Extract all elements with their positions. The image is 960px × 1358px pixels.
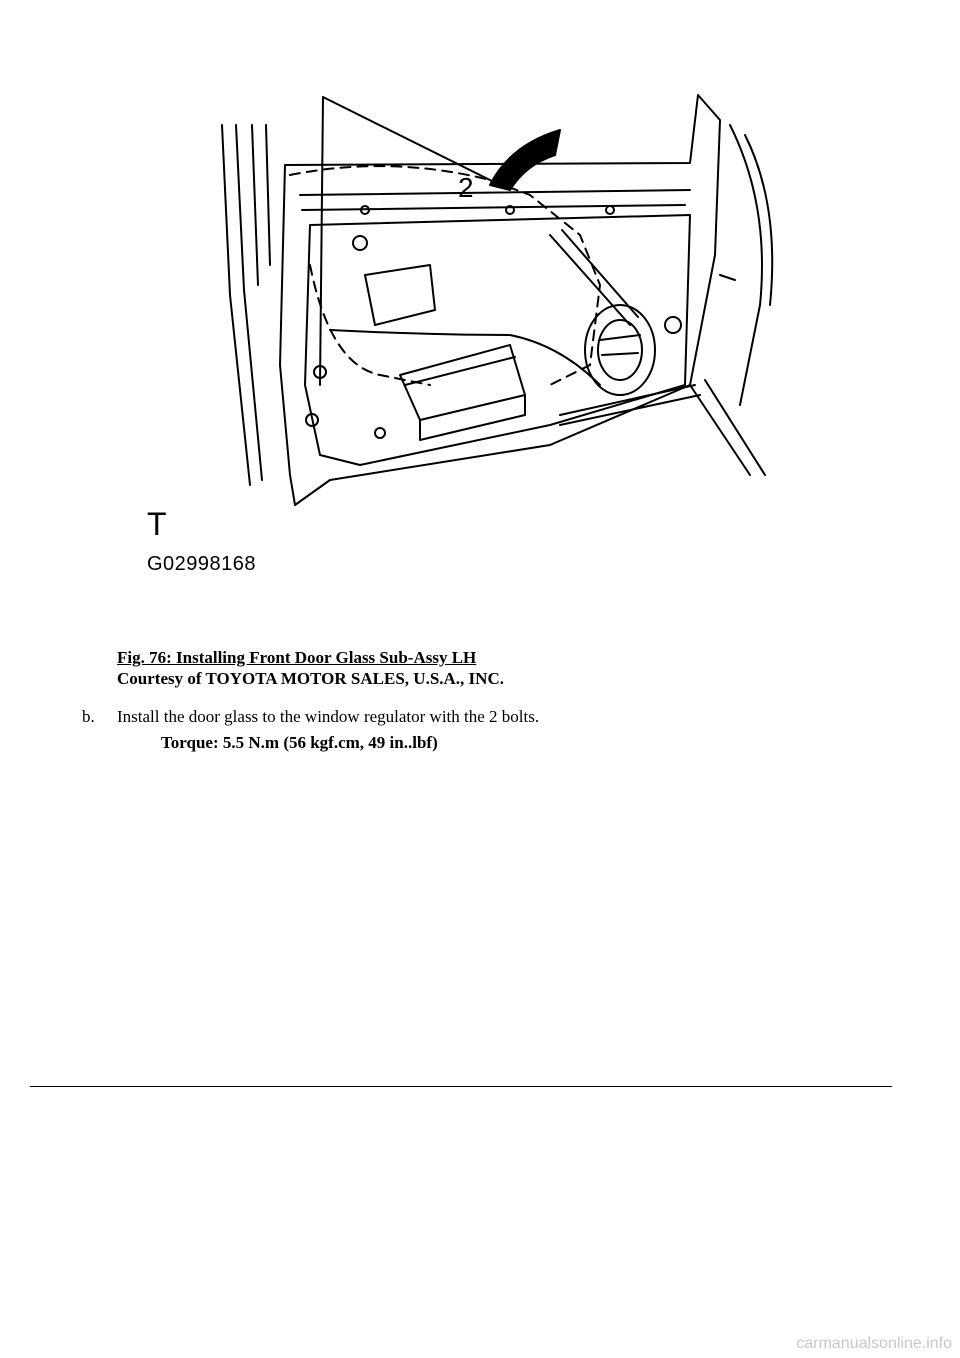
watermark: carmanualsonline.info [796, 1335, 952, 1352]
callout-label: 2 [458, 172, 474, 203]
torque-spec: Torque: 5.5 N.m (56 kgf.cm, 49 in..lbf) [161, 733, 438, 752]
figure-caption-title: Fig. 76: Installing Front Door Glass Sub-Assy LH [117, 648, 477, 667]
door-glass-illustration [130, 85, 780, 585]
procedure-step [82, 707, 539, 727]
figure-code: G02998168 [147, 553, 257, 575]
figure-caption-credit: Courtesy of TOYOTA MOTOR SALES, U.S.A., INC. [117, 669, 504, 688]
step-text: Install the door glass to the window regulator with the 2 bolts. [117, 707, 540, 726]
step-marker: b. [82, 707, 95, 726]
page-divider [30, 1086, 892, 1087]
figure-letter: T [147, 506, 167, 542]
